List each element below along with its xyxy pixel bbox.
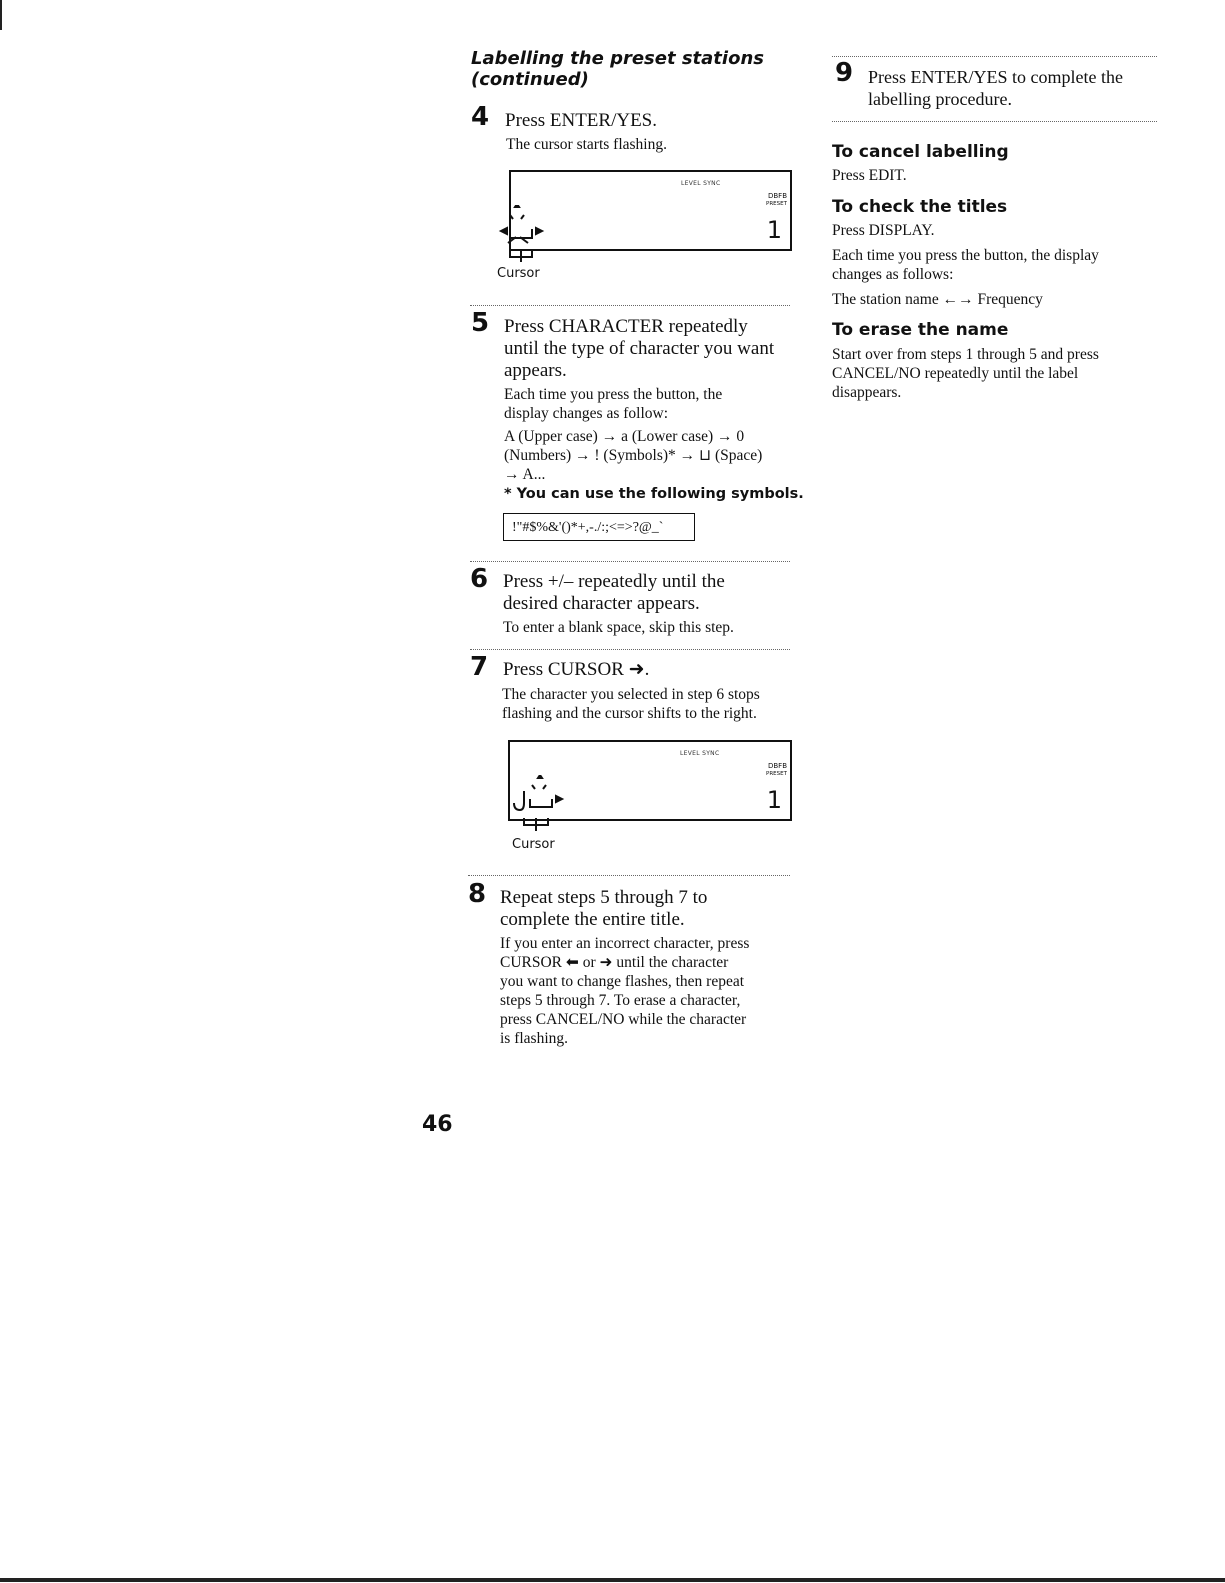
step-8-heading [500,887,707,931]
step-9-heading-line: labelling procedure. [868,89,1012,109]
step-5-heading-line: until the type of character you want [504,338,775,359]
step-6-heading [503,571,725,615]
step-8-body-line: you want to change flashes, then repeat [500,973,745,990]
erase-name-body [832,345,1099,402]
step-5-heading-line: Press CHARACTER repeatedly [504,316,748,337]
step-7-number: 7 [470,652,489,682]
dbfb-label: DBFB [767,762,787,770]
step-9-heading [868,66,1123,110]
check-titles-body [832,221,1099,309]
step-5-body-line: Each time you press the button, the [504,386,723,403]
check-titles-line: changes as follows: [832,266,954,283]
step-8-body-line: press CANCEL/NO while the character [500,1011,747,1028]
divider [832,56,1157,57]
step-8-body-line: CURSOR ⬅ or ➜ until the character [500,954,729,971]
step-8-number: 8 [468,879,487,909]
preset-label: PRESET [766,201,787,207]
check-titles-title: To check the titles [832,197,1008,217]
dbfb-label: DBFB [767,192,787,200]
step-7-body-line: The character you selected in step 6 stops [502,686,760,703]
symbols-note: * You can use the following symbols. [504,486,804,502]
section-title-line-2: (continued) [471,69,589,90]
cancel-labelling-title: To cancel labelling [832,142,1009,162]
step-5-heading-line: appears. [504,360,567,381]
dbfb-indicator [766,192,787,208]
erase-name-title: To erase the name [832,320,1009,340]
step-4-body: The cursor starts flashing. [506,136,667,153]
level-sync-indicator: LEVEL SYNC [681,180,721,187]
cancel-labelling-body: Press EDIT. [832,167,907,184]
step-7-body [502,685,760,723]
step-6-heading-line: desired character appears. [503,593,700,614]
step-6-heading-line: Press +/– repeatedly until the [503,571,725,592]
step-7-body-line: flashing and the cursor shifts to the right. [502,705,757,722]
cursor-label-2: Cursor [512,837,555,852]
erase-name-line: CANCEL/NO repeatedly until the label [832,365,1079,382]
step-6-number: 6 [470,564,489,594]
step-8-body [500,934,749,1048]
divider [468,875,790,876]
step-9-heading-line: Press ENTER/YES to complete the [868,67,1123,87]
step-6-body: To enter a blank space, skip this step. [503,619,734,636]
preset-number: 1 [766,786,782,814]
cursor-label-1: Cursor [497,266,540,281]
step-8-body-line: If you enter an incorrect character, press [500,935,750,952]
section-title [471,48,764,90]
erase-name-line: Start over from steps 1 through 5 and press [832,346,1099,363]
step-5-body [504,385,762,484]
check-titles-sequence: The station name ←→ Frequency [832,291,1043,308]
level-sync-indicator: LEVEL SYNC [680,750,720,757]
step-8-body-line: is flashing. [500,1030,569,1047]
check-titles-line: Each time you press the button, the display [832,247,1099,264]
flashing-cursor-icon [508,775,568,835]
step-8-body-line: steps 5 through 7. To erase a character, [500,992,741,1009]
symbols-box: !"#$%&'()*+,-./:;<=>?@_` [503,513,695,541]
divider [470,649,790,650]
page-bottom-edge [0,1578,1225,1582]
divider [470,561,790,562]
page-edge-mark [0,0,2,30]
step-4-number: 4 [471,102,490,132]
flashing-cursor-icon [498,205,558,275]
preset-number: 1 [766,216,782,244]
step-8-heading-line: Repeat steps 5 through 7 to [500,887,708,908]
erase-name-line: disappears. [832,384,902,401]
step-5-seq-line: (Numbers) → ! (Symbols)* → ⊔ (Space) [504,447,763,464]
step-8-heading-line: complete the entire title. [500,909,685,930]
step-5-heading [504,316,774,382]
divider [470,305,790,306]
divider [832,121,1157,122]
step-5-seq-line: A (Upper case) → a (Lower case) → 0 [504,428,745,445]
step-5-body-line: display changes as follow: [504,405,669,422]
page-number: 46 [422,1112,453,1137]
step-5-number: 5 [471,308,490,338]
check-titles-line: Press DISPLAY. [832,222,935,239]
step-4-heading: Press ENTER/YES. [505,110,657,131]
preset-label: PRESET [766,771,787,777]
section-title-line-1: Labelling the preset stations [471,48,764,69]
step-9-number: 9 [835,58,854,88]
step-7-heading: Press CURSOR ➜. [503,659,650,680]
step-5-seq-line: → A... [504,466,546,483]
dbfb-indicator [766,762,787,778]
